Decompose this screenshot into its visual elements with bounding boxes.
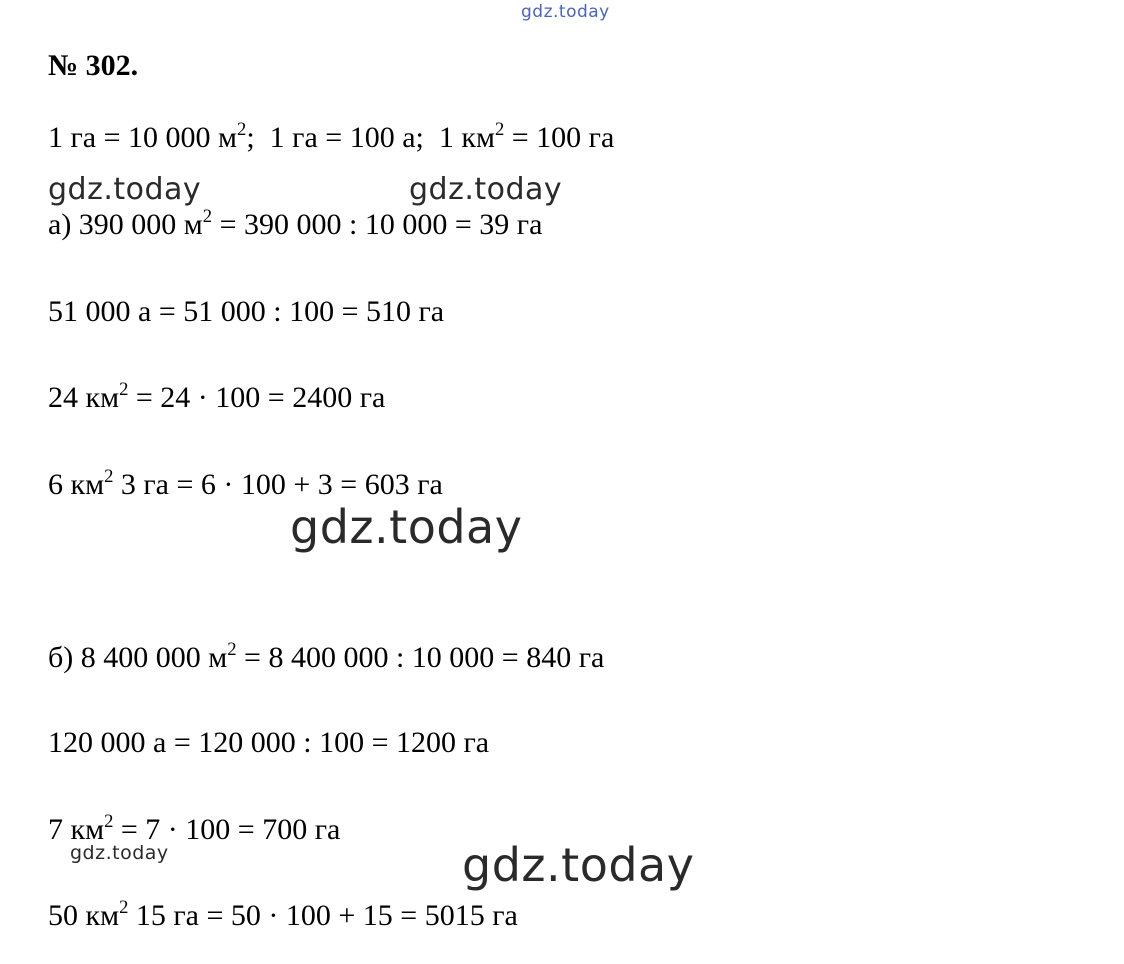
watermark-3: gdz.today bbox=[290, 500, 523, 554]
problem-title: № 302. bbox=[48, 49, 139, 82]
part-b-line-4: 50 $км^2$ 15 га = 50 · 100 + 15 = 5015 га bbox=[48, 897, 518, 932]
conversion-km2-ha: 1 $км^2 = 100$ га bbox=[438, 119, 615, 154]
part-b-line-3: 7 $км^2 = 7 \cdot 100 = 700$ га bbox=[48, 811, 341, 846]
conversion-ha-a: 1 га = 100 а; bbox=[269, 121, 424, 154]
part-a-line-1: а) 390 000 $м^2 = 390$ 000 : 10 000 = 39 га bbox=[48, 206, 543, 241]
part-a-line-2: 51 000 а = 51 000 : 100 = 510 га bbox=[48, 295, 445, 328]
conversion-factors bbox=[48, 120, 614, 160]
conversion-ha-m2: 1 га = 10 000 $м^2$; bbox=[48, 119, 255, 154]
part-b-line-2: 120 000 а = 120 000 : 100 = 1200 га bbox=[48, 726, 490, 759]
part-b-line-1: б) 8 400 000 $м^2 = 8$ 400 000 : 10 000 = 840 га bbox=[48, 639, 605, 674]
watermark-1: gdz.today bbox=[48, 172, 202, 207]
watermark-2: gdz.today bbox=[409, 172, 563, 207]
watermark-4: gdz.today bbox=[70, 842, 169, 864]
watermark-5: gdz.today bbox=[462, 838, 695, 892]
part-a-line-3: 24 $км^2 = 24 \cdot 100 = 2400$ га bbox=[48, 379, 386, 414]
part-a-line-4: 6 $км^2$ 3 га = 6 · 100 + 3 = 603 га bbox=[48, 466, 443, 501]
watermark-top: gdz.today bbox=[521, 2, 610, 22]
